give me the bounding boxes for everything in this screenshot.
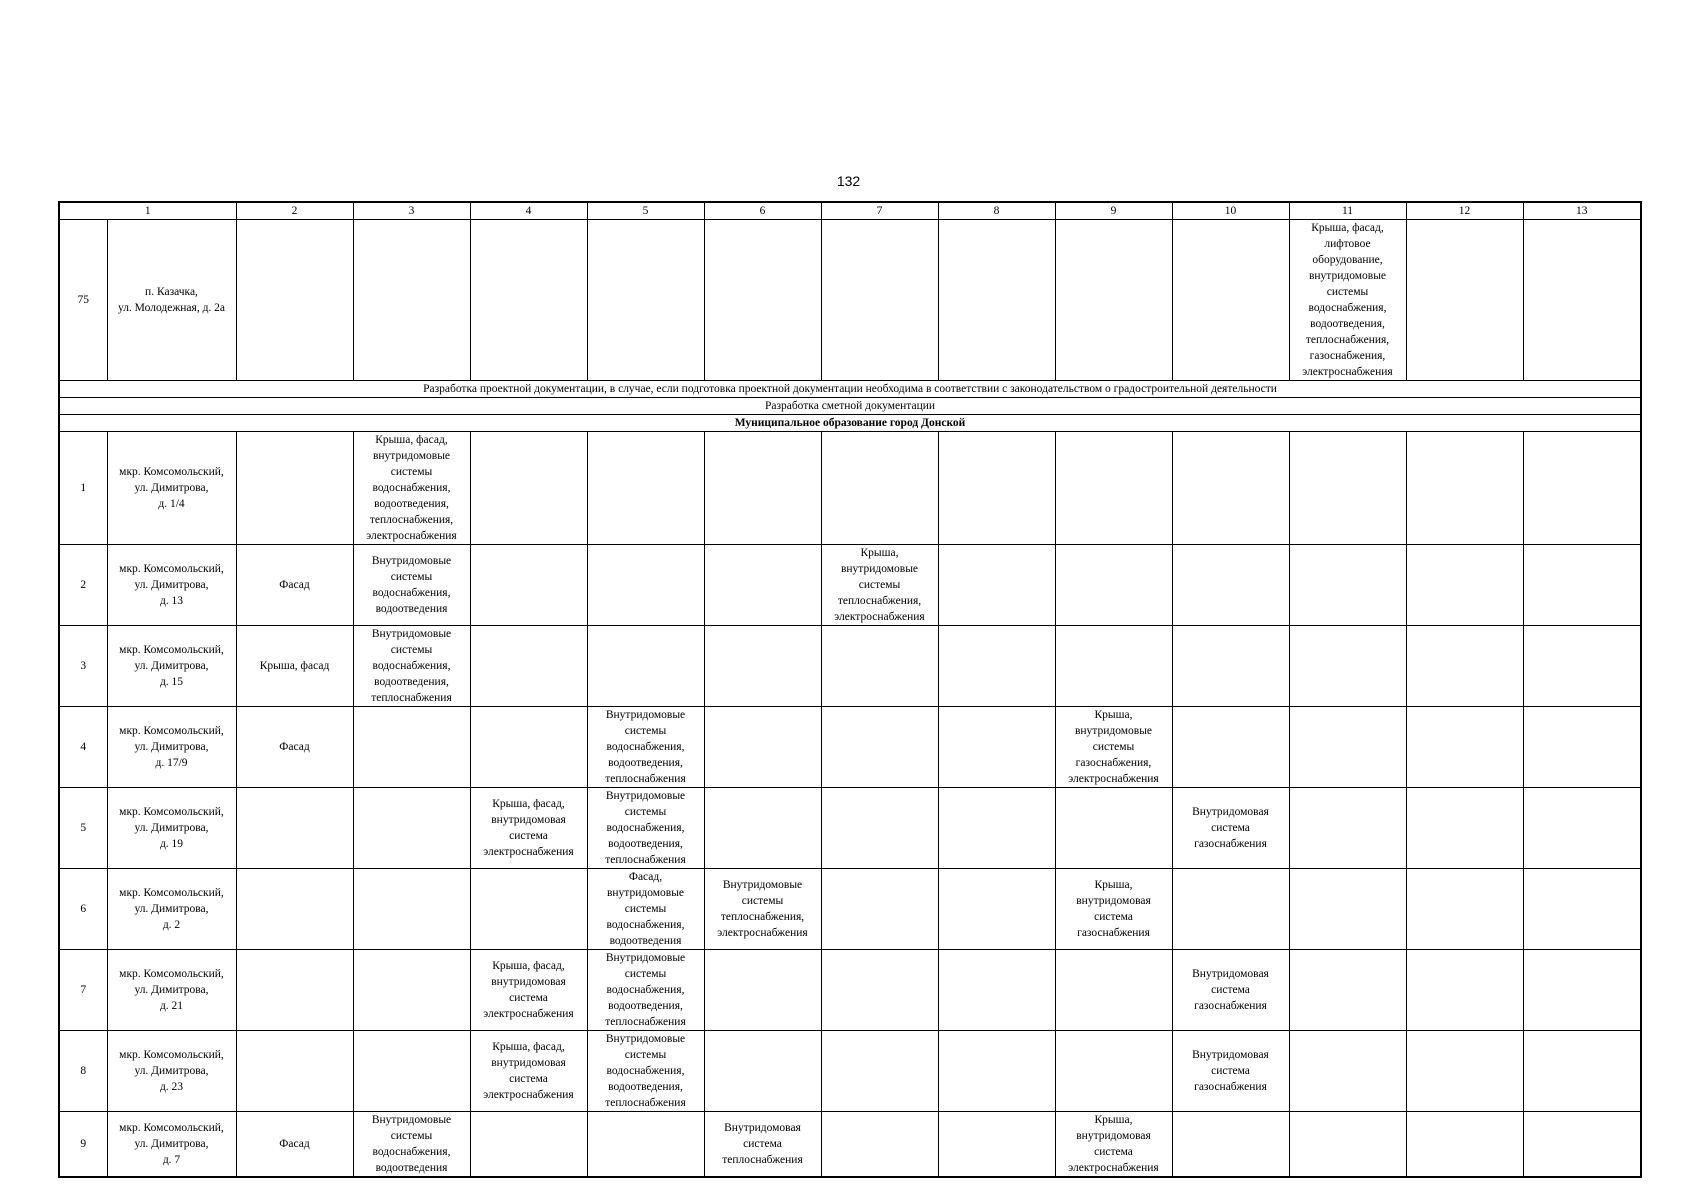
row-number: 2 — [59, 545, 107, 626]
work-cell — [1172, 707, 1289, 788]
row-number: 7 — [59, 950, 107, 1031]
column-header-11: 11 — [1289, 202, 1406, 220]
column-header-12: 12 — [1406, 202, 1523, 220]
work-cell — [236, 788, 353, 869]
work-cell — [1289, 869, 1406, 950]
work-cell — [1172, 1112, 1289, 1178]
work-cell — [587, 432, 704, 545]
work-cell — [353, 950, 470, 1031]
section-band-row — [59, 381, 1641, 398]
work-cell — [236, 1031, 353, 1112]
work-cell — [821, 220, 938, 381]
work-cell — [938, 545, 1055, 626]
work-cell — [1406, 869, 1523, 950]
work-cell — [938, 950, 1055, 1031]
work-cell — [704, 707, 821, 788]
work-cell — [587, 1112, 704, 1178]
column-header-13: 13 — [1523, 202, 1641, 220]
work-cell — [1523, 707, 1641, 788]
table-row — [59, 1112, 1641, 1178]
work-cell — [821, 869, 938, 950]
work-cell — [1523, 869, 1641, 950]
work-cell — [1172, 545, 1289, 626]
work-cell — [353, 1031, 470, 1112]
section-band-row — [59, 398, 1641, 415]
work-cell — [1406, 432, 1523, 545]
work-cell: Внутридомовая система газоснабжения — [1172, 788, 1289, 869]
column-header-4: 4 — [470, 202, 587, 220]
work-cell — [1055, 626, 1172, 707]
work-cell — [704, 626, 821, 707]
work-cell — [1289, 707, 1406, 788]
work-cell — [704, 432, 821, 545]
work-cell — [1289, 545, 1406, 626]
address-cell: мкр. Комсомольский, ул. Димитрова, д. 15 — [107, 626, 236, 707]
work-cell — [1172, 869, 1289, 950]
work-cell — [1289, 626, 1406, 707]
work-cell — [1406, 1112, 1523, 1178]
address-cell: мкр. Комсомольский, ул. Димитрова, д. 2 — [107, 869, 236, 950]
row-number: 9 — [59, 1112, 107, 1178]
row-number: 8 — [59, 1031, 107, 1112]
work-cell — [587, 626, 704, 707]
work-cell — [1289, 950, 1406, 1031]
work-cell — [1289, 1031, 1406, 1112]
work-cell — [470, 1112, 587, 1178]
work-cell: Внутридомовые системы водоснабжения, водоотведения — [353, 1112, 470, 1178]
work-cell — [470, 626, 587, 707]
work-cell — [1172, 432, 1289, 545]
work-cell — [704, 788, 821, 869]
work-cell — [353, 788, 470, 869]
work-cell: Фасад — [236, 707, 353, 788]
work-cell — [1523, 950, 1641, 1031]
work-cell — [938, 1031, 1055, 1112]
work-cell — [938, 432, 1055, 545]
section-band-estimate-docs: Разработка сметной документации — [59, 398, 1641, 415]
work-cell — [1055, 950, 1172, 1031]
address-cell: п. Казачка, ул. Молодежная, д. 2а — [107, 220, 236, 381]
work-cell: Крыша, фасад, внутридомовая система электроснабжения — [470, 1031, 587, 1112]
work-cell: Крыша, фасад, внутридомовая система электроснабжения — [470, 788, 587, 869]
table-row — [59, 626, 1641, 707]
work-cell — [1523, 788, 1641, 869]
work-cell — [236, 950, 353, 1031]
work-cell — [938, 869, 1055, 950]
work-cell — [938, 626, 1055, 707]
work-cell — [1055, 1031, 1172, 1112]
work-cell — [704, 950, 821, 1031]
column-header-6: 6 — [704, 202, 821, 220]
work-cell: Крыша, фасад, внутридомовая система электроснабжения — [470, 950, 587, 1031]
work-cell — [1055, 545, 1172, 626]
row-number: 1 — [59, 432, 107, 545]
work-cell: Внутридомовые системы водоснабжения, водоотведения, теплоснабжения — [353, 626, 470, 707]
work-cell: Внутридомовая система теплоснабжения — [704, 1112, 821, 1178]
work-cell — [587, 220, 704, 381]
work-cell — [821, 1031, 938, 1112]
work-cell — [353, 220, 470, 381]
column-header-9: 9 — [1055, 202, 1172, 220]
table-row — [59, 950, 1641, 1031]
works-schedule-table — [58, 201, 1642, 1178]
work-cell: Крыша, фасад, лифтовое оборудование, внутридомовые системы водоснабжения, водоотведения, теплоснабжения, газоснабжения, электроснабжения — [1289, 220, 1406, 381]
section-band-row — [59, 415, 1641, 432]
work-cell — [1289, 788, 1406, 869]
work-cell: Внутридомовые системы теплоснабжения, электроснабжения — [704, 869, 821, 950]
work-cell — [938, 707, 1055, 788]
table-row — [59, 1031, 1641, 1112]
work-cell — [1406, 788, 1523, 869]
work-cell — [821, 950, 938, 1031]
work-cell — [236, 869, 353, 950]
row-number: 3 — [59, 626, 107, 707]
work-cell — [1523, 1031, 1641, 1112]
work-cell — [1406, 545, 1523, 626]
address-cell: мкр. Комсомольский, ул. Димитрова, д. 1/4 — [107, 432, 236, 545]
work-cell — [470, 545, 587, 626]
work-cell — [353, 707, 470, 788]
work-cell — [236, 220, 353, 381]
row-number: 5 — [59, 788, 107, 869]
work-cell — [1406, 1031, 1523, 1112]
page-number: 132 — [836, 173, 861, 189]
work-cell: Внутридомовые системы водоснабжения, водоотведения, теплоснабжения — [587, 950, 704, 1031]
address-cell: мкр. Комсомольский, ул. Димитрова, д. 13 — [107, 545, 236, 626]
work-cell: Крыша, внутридомовые системы газоснабжения, электроснабжения — [1055, 707, 1172, 788]
work-cell — [821, 1112, 938, 1178]
work-cell — [236, 432, 353, 545]
table-row — [59, 432, 1641, 545]
work-cell — [1055, 220, 1172, 381]
work-cell — [821, 432, 938, 545]
work-cell — [1523, 1112, 1641, 1178]
address-cell: мкр. Комсомольский, ул. Димитрова, д. 17/9 — [107, 707, 236, 788]
work-cell: Крыша, фасад, внутридомовые системы водоснабжения, водоотведения, теплоснабжения, электроснабжения — [353, 432, 470, 545]
work-cell — [1406, 707, 1523, 788]
municipality-heading: Муниципальное образование город Донской — [59, 415, 1641, 432]
work-cell — [1523, 545, 1641, 626]
table-row — [59, 788, 1641, 869]
work-cell — [1172, 220, 1289, 381]
work-cell — [470, 220, 587, 381]
work-cell — [1406, 950, 1523, 1031]
address-cell: мкр. Комсомольский, ул. Димитрова, д. 7 — [107, 1112, 236, 1178]
work-cell — [470, 869, 587, 950]
work-cell — [470, 707, 587, 788]
work-cell: Внутридомовая система газоснабжения — [1172, 1031, 1289, 1112]
row-number: 6 — [59, 869, 107, 950]
work-cell — [938, 1112, 1055, 1178]
work-cell — [1289, 1112, 1406, 1178]
work-cell: Фасад, внутридомовые системы водоснабжения, водоотведения — [587, 869, 704, 950]
work-cell — [1172, 626, 1289, 707]
work-cell — [1055, 788, 1172, 869]
work-cell — [470, 432, 587, 545]
work-cell: Внутридомовая система газоснабжения — [1172, 950, 1289, 1031]
table-row — [59, 220, 1641, 381]
work-cell — [821, 707, 938, 788]
work-cell: Крыша, фасад — [236, 626, 353, 707]
work-cell — [587, 545, 704, 626]
work-cell — [1406, 626, 1523, 707]
work-cell — [1523, 626, 1641, 707]
work-cell: Внутридомовые системы водоснабжения, водоотведения, теплоснабжения — [587, 707, 704, 788]
work-cell — [938, 220, 1055, 381]
work-cell — [1406, 220, 1523, 381]
column-header-7: 7 — [821, 202, 938, 220]
work-cell: Крыша, внутридомовые системы теплоснабжения, электроснабжения — [821, 545, 938, 626]
column-header-3: 3 — [353, 202, 470, 220]
column-header-8: 8 — [938, 202, 1055, 220]
work-cell — [704, 1031, 821, 1112]
work-cell: Фасад — [236, 1112, 353, 1178]
work-cell: Внутридомовые системы водоснабжения, водоотведения, теплоснабжения — [587, 788, 704, 869]
section-band-design-docs: Разработка проектной документации, в случае, если подготовка проектной документации необходима в соответствии с законодательством о градостроительной деятельности — [59, 381, 1641, 398]
work-cell — [821, 788, 938, 869]
work-cell: Крыша, внутридомовая система электроснабжения — [1055, 1112, 1172, 1178]
work-cell — [704, 545, 821, 626]
address-cell: мкр. Комсомольский, ул. Димитрова, д. 21 — [107, 950, 236, 1031]
work-cell — [353, 869, 470, 950]
work-cell — [821, 626, 938, 707]
work-cell: Внутридомовые системы водоснабжения, водоотведения — [353, 545, 470, 626]
column-header-2: 2 — [236, 202, 353, 220]
column-header-10: 10 — [1172, 202, 1289, 220]
table-row — [59, 707, 1641, 788]
work-cell: Внутридомовые системы водоснабжения, водоотведения, теплоснабжения — [587, 1031, 704, 1112]
address-cell: мкр. Комсомольский, ул. Димитрова, д. 19 — [107, 788, 236, 869]
column-header-5: 5 — [587, 202, 704, 220]
work-cell — [1055, 432, 1172, 545]
work-cell — [938, 788, 1055, 869]
address-cell: мкр. Комсомольский, ул. Димитрова, д. 23 — [107, 1031, 236, 1112]
work-cell — [1523, 432, 1641, 545]
work-cell — [704, 220, 821, 381]
column-number-header-row — [59, 202, 1641, 220]
work-cell — [1289, 432, 1406, 545]
row-number: 4 — [59, 707, 107, 788]
work-cell: Фасад — [236, 545, 353, 626]
work-cell: Крыша, внутридомовая система газоснабжения — [1055, 869, 1172, 950]
column-header-1: 1 — [59, 202, 236, 220]
row-number: 75 — [59, 220, 107, 381]
table-row — [59, 545, 1641, 626]
table-row — [59, 869, 1641, 950]
